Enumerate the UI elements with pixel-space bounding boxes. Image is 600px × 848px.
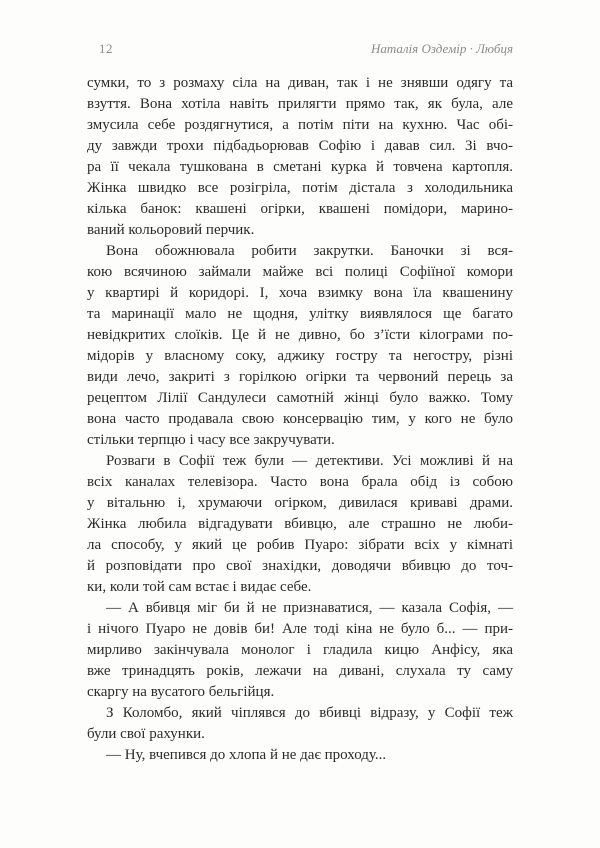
text-line: та маринації мало не щодня, улітку виявлялося ще багато bbox=[87, 306, 513, 322]
text-line: всіх каналах телевізора. Часто вона брала обід із собою bbox=[87, 474, 513, 490]
text-line: кою всячиною займали майже всі полиці Софіїної комори bbox=[87, 264, 513, 280]
text-line: — А вбивця міг би й не признаватися, — казала Софія, — bbox=[106, 600, 513, 616]
text-line: невідкритих слоїків. Це й не дивно, бо з’їсти кілограми по- bbox=[87, 327, 513, 343]
text-line: З Коломбо, який чіплявся до вбивці відразу, у Софії теж bbox=[106, 705, 513, 721]
text-line: Розваги в Софії теж були — детективи. Усі можливі й на bbox=[106, 453, 513, 469]
paragraph-6-dialogue bbox=[87, 745, 513, 766]
text-line: сумки, то з розмаху сіла на диван, так і не знявши одягу та bbox=[87, 75, 513, 91]
running-title: Наталія Оздемір · Любця bbox=[370, 41, 513, 56]
text-line: рецептом Лілії Сандулеси самотній жінці було важко. Тому bbox=[87, 390, 513, 406]
text-line: стільки терпцю і часу все закручувати. bbox=[87, 432, 335, 448]
page-number: 12 bbox=[99, 41, 113, 56]
text-line: вона часто продавала свою консервацію тим, у кого не було bbox=[87, 411, 513, 427]
text-line: взуття. Вона хотіла навіть прилягти прямо так, як була, але bbox=[87, 96, 513, 112]
text-line: Вона обожнювала робити закрутки. Баночки зі вся- bbox=[106, 243, 513, 259]
text-line: у вітальню і, хрумаючи огірком, дивилася криваві драми. bbox=[87, 495, 513, 511]
text-line: скаргу на вусатого бельгійця. bbox=[87, 684, 275, 700]
text-line: — Ну, вчепився до хлопа й не дає проходу... bbox=[106, 747, 387, 763]
text-line: кілька банок: квашені огірки, квашені помідори, марино- bbox=[87, 201, 513, 217]
text-line: ла способу, у який це робив Пуаро: зібрати всіх у кімнаті bbox=[87, 537, 513, 553]
text-line: ваний кольоровий перчик. bbox=[87, 222, 255, 238]
text-line: змусила себе роздягнутися, а потім піти на кухню. Час обі- bbox=[87, 117, 513, 133]
paragraph-5 bbox=[87, 703, 513, 745]
text-line: види лечо, закриті з горілкою огірки та червоний перець за bbox=[87, 369, 513, 385]
page-header bbox=[99, 41, 513, 56]
text-line: й розповідати про свої знахідки, доводячи вбивцю до точ- bbox=[87, 558, 513, 574]
text-line: ду завжди трохи підбадьорював Софію і давав сил. Зі вчо- bbox=[87, 138, 513, 154]
text-line: ра її чекала тушкована в сметані курка й товчена картопля. bbox=[87, 159, 513, 175]
page-content bbox=[87, 73, 513, 766]
text-line: вже тринадцять років, лежачи на дивані, слухала ту саму bbox=[87, 663, 513, 679]
text-line: були свої рахунки. bbox=[87, 726, 205, 742]
paragraph-4-dialogue bbox=[87, 598, 513, 703]
paragraph-2 bbox=[87, 241, 513, 451]
text-line: ки, коли той сам встає і видає себе. bbox=[87, 579, 312, 595]
text-line: мирливо закінчувала монолог і гладила кицю Анфісу, яка bbox=[87, 642, 513, 658]
paragraph-3 bbox=[87, 451, 513, 598]
text-line: мідорів у власному соку, аджику гостру та негостру, різні bbox=[87, 348, 513, 364]
paragraph-1 bbox=[87, 73, 513, 241]
text-line: і нічого Пуаро не довів би! Але тоді кіна не було б... — при- bbox=[87, 621, 513, 637]
text-line: Жінка швидко все розігріла, потім дістала з холодильника bbox=[87, 180, 513, 196]
text-line: Жінка любила відгадувати вбивцю, але страшно не люби- bbox=[87, 516, 513, 532]
text-line: у квартирі й коридорі. І, хоча взимку вона їла квашенину bbox=[87, 285, 513, 301]
